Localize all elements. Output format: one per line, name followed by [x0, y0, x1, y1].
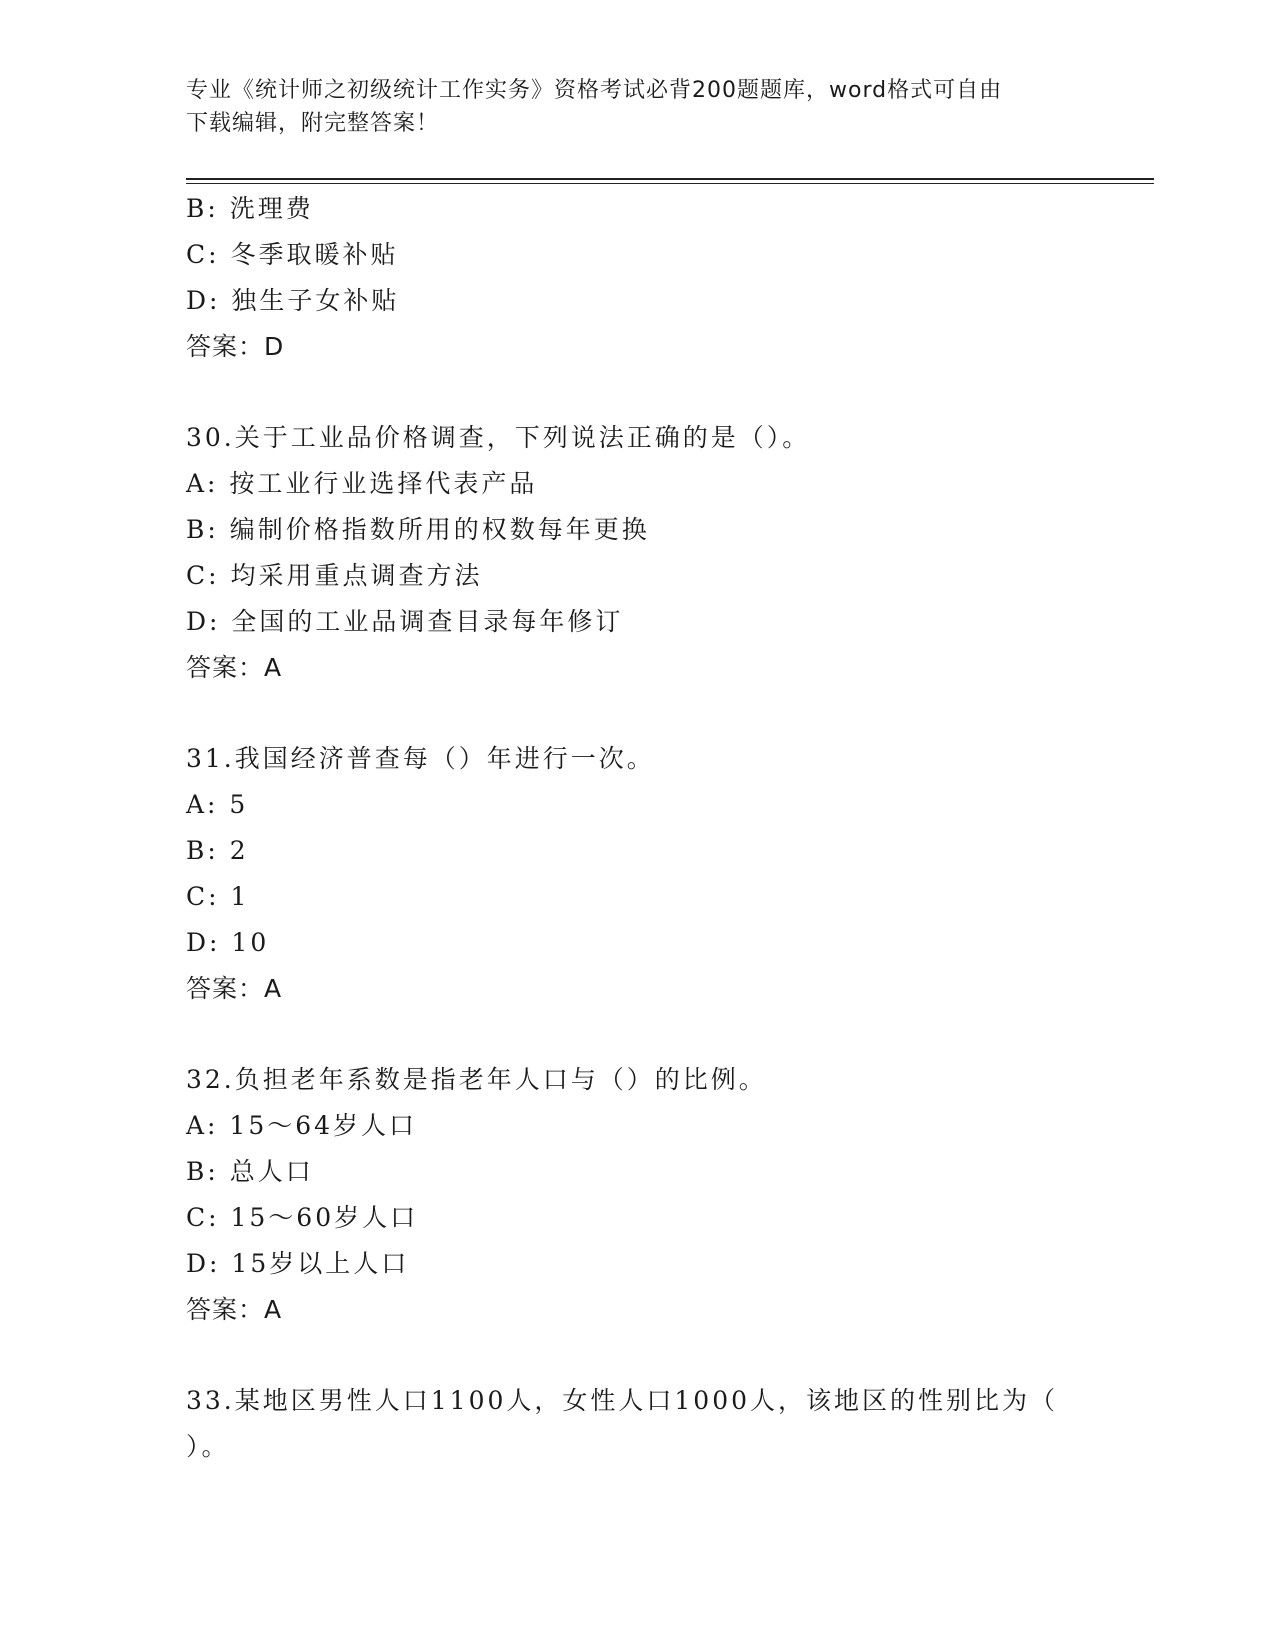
option-b: B: 2: [186, 836, 249, 865]
document-header: [186, 74, 1086, 140]
option-c: C: 15～60岁人口: [186, 1203, 419, 1232]
option-b: B: 总人口: [186, 1157, 314, 1186]
question-stem: 32.负担老年系数是指老年人口与（）的比例。: [186, 1065, 767, 1094]
spacer: [186, 1012, 1086, 1057]
option-c: C: 1: [186, 882, 250, 911]
header-rule-thick: [186, 178, 1154, 180]
question-33: [186, 1378, 1086, 1470]
option-d: D: 全国的工业品调查目录每年修订: [186, 607, 624, 636]
spacer: [186, 691, 1086, 736]
header-rule-thin: [186, 183, 1154, 184]
option-a: A: 按工业行业选择代表产品: [186, 469, 538, 498]
option-d: D: 独生子女补贴: [186, 286, 400, 315]
question-32: [186, 1057, 1086, 1333]
answer-line: 答案：D: [186, 332, 285, 361]
header-line-2: 下载编辑，附完整答案！: [186, 111, 440, 136]
option-c: C: 均采用重点调查方法: [186, 561, 483, 590]
question-31: [186, 736, 1086, 1012]
question-stem: 31.我国经济普查每（）年进行一次。: [186, 744, 655, 773]
answer-line: 答案：A: [186, 974, 283, 1003]
answer-line: 答案：A: [186, 1295, 283, 1324]
header-line-1: 专业《统计师之初级统计工作实务》资格考试必背200题题库，word格式可自由: [186, 78, 1003, 103]
spacer: [186, 370, 1086, 415]
question-stem-line-2: ）。: [186, 1432, 230, 1461]
option-b: B: 编制价格指数所用的权数每年更换: [186, 515, 650, 544]
option-a: A: 5: [186, 790, 249, 819]
question-list: [186, 186, 1086, 1470]
answer-line: 答案：A: [186, 653, 283, 682]
option-a: A: 15～64岁人口: [186, 1111, 418, 1140]
option-d: D: 10: [186, 928, 270, 957]
option-c: C: 冬季取暖补贴: [186, 240, 399, 269]
spacer: [186, 1333, 1086, 1378]
question-29-tail: [186, 186, 1086, 370]
question-30: [186, 415, 1086, 691]
option-d: D: 15岁以上人口: [186, 1249, 410, 1278]
question-stem: 30.关于工业品价格调查，下列说法正确的是（）。: [186, 423, 811, 452]
question-stem-line-1: 33.某地区男性人口1100人，女性人口1000人，该地区的性别比为（: [186, 1386, 1059, 1415]
option-b: B: 洗理费: [186, 194, 314, 223]
